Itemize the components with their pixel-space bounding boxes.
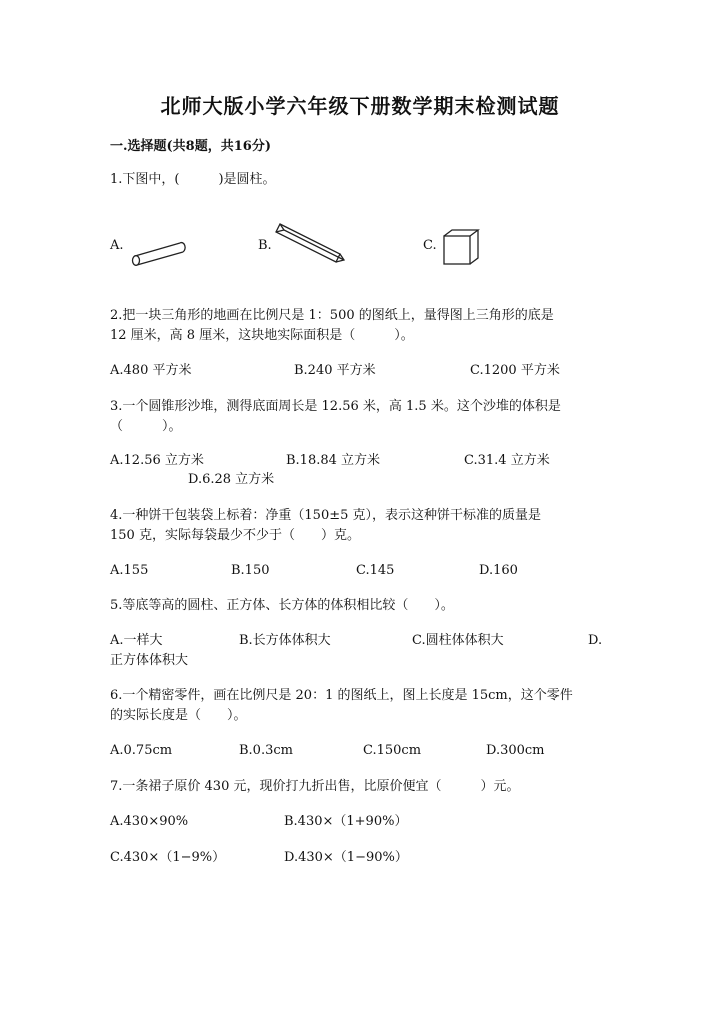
triangular-prism-icon (270, 220, 350, 268)
q6-option-b: B.0.3cm (239, 743, 293, 758)
q7-option-c: C.430×（1−9%） (110, 850, 226, 865)
q6-option-c: C.150cm (363, 743, 422, 758)
q7-option-b: B.430×（1+90%） (284, 814, 408, 829)
q1-option-a: A. (110, 238, 124, 253)
question-4-stem-line1: 4.一种饼干包装袋上标着：净重（150±5 克），表示这种饼干标准的质量是 (110, 508, 542, 523)
q4-option-a: A.155 (110, 563, 149, 578)
page-title: 北师大版小学六年级下册数学期末检测试题 (160, 94, 560, 118)
question-6-stem-line1: 6.一个精密零件，画在比例尺是 20：1 的图纸上，图上长度是 15cm，这个零件 (110, 688, 573, 703)
q6-option-a: A.0.75cm (110, 743, 173, 758)
question-3-stem-line2: （ ）。 (110, 419, 182, 434)
q5-option-c: C.圆柱体体积大 (412, 633, 504, 648)
q7-option-d: D.430×（1−90%） (284, 850, 408, 865)
question-2-stem-line2: 12 厘米，高 8 厘米，这块地实际面积是（ ）。 (110, 328, 414, 343)
q2-option-c: C.1200 平方米 (470, 363, 560, 378)
question-7-stem: 7.一条裙子原价 430 元，现价打九折出售，比原价便宜（ ）元。 (110, 779, 520, 794)
q4-option-c: C.145 (356, 563, 395, 578)
q4-option-d: D.160 (479, 563, 518, 578)
cylinder-rod-icon (128, 238, 190, 272)
q5-option-d: D. (588, 633, 603, 648)
question-2-stem-line1: 2.把一块三角形的地画在比例尺是 1：500 的图纸上，量得图上三角形的底是 (110, 308, 554, 323)
q7-option-a: A.430×90% (110, 814, 189, 829)
q4-option-b: B.150 (231, 563, 270, 578)
q3-option-d: D.6.28 立方米 (188, 472, 275, 487)
q1-option-b: B. (258, 238, 272, 253)
question-4-stem-line2: 150 克，实际每袋最少不少于（ ）克。 (110, 528, 360, 543)
section-heading: 一.选择题(共8题，共16分) (110, 139, 271, 154)
q5-option-d-text: 正方体体积大 (110, 653, 189, 668)
cube-icon (440, 226, 482, 268)
q6-option-d: D.300cm (486, 743, 545, 758)
question-6-stem-line2: 的实际长度是（ ）。 (110, 708, 247, 723)
q2-option-b: B.240 平方米 (294, 363, 376, 378)
q5-option-a: A.一样大 (110, 633, 163, 648)
question-5-stem: 5.等底等高的圆柱、正方体、长方体的体积相比较（ ）。 (110, 598, 454, 613)
q5-option-b: B.长方体体积大 (239, 633, 331, 648)
q1-option-c: C. (423, 238, 437, 253)
q3-option-b: B.18.84 立方米 (286, 453, 381, 468)
q2-option-a: A.480 平方米 (110, 363, 192, 378)
question-1-stem: 1.下图中，( )是圆柱。 (110, 172, 276, 187)
q3-option-a: A.12.56 立方米 (110, 453, 204, 468)
q3-option-c: C.31.4 立方米 (464, 453, 550, 468)
question-3-stem-line1: 3.一个圆锥形沙堆，测得底面周长是 12.56 米，高 1.5 米。这个沙堆的体积是 (110, 399, 561, 414)
